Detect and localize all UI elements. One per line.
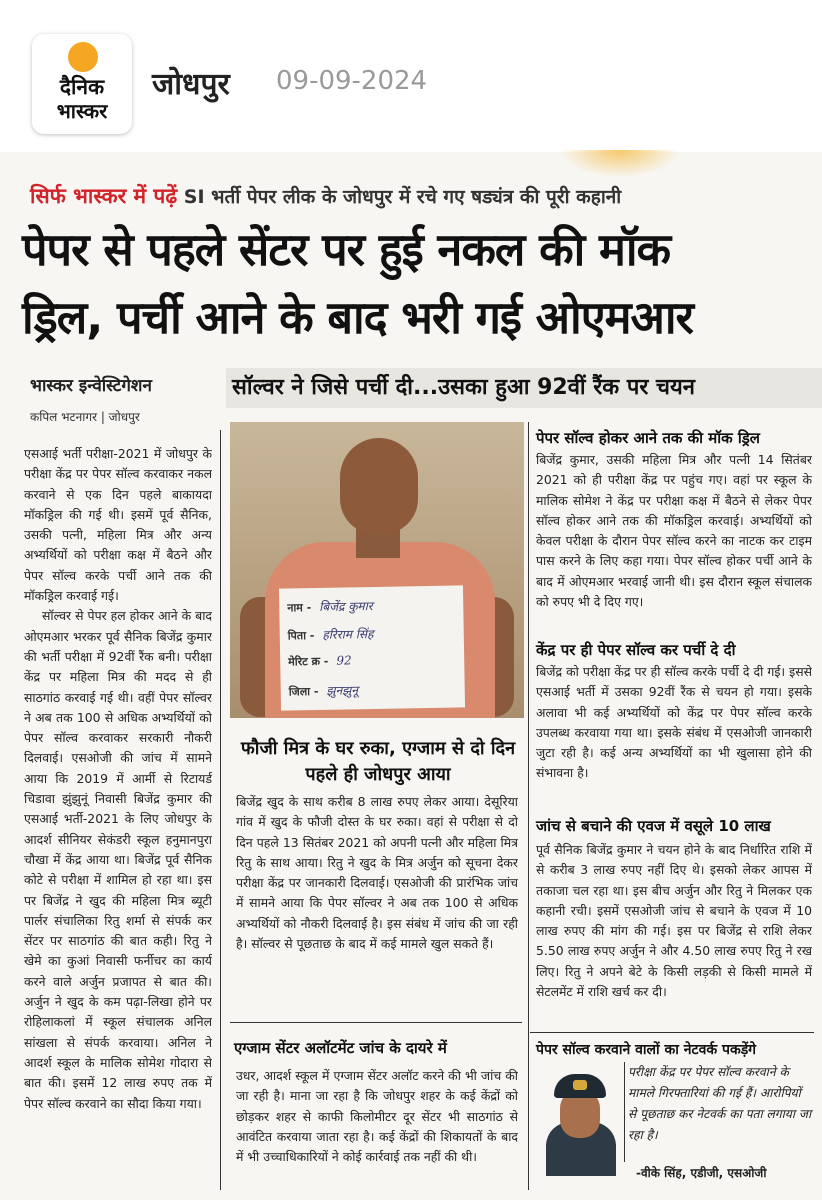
brand-investigation: भास्कर इन्वेस्टिगेशन	[30, 376, 152, 396]
middle-divider	[230, 1022, 522, 1023]
right-divider	[530, 1032, 814, 1033]
right-paragraph-1: बिजेंद्र कुमार, उसकी महिला मित्र और पत्नी 14 सितंबर 2021 को ही परीक्षा केंद्र पर पहुंच गए। वहां पर स्कूल के मालिक सोमेश ने केंद्र पर परीक्षा कक्ष में बैठने से लेकर पेपर सॉल्व होकर आने तक की मॉकड्रिल करवाई। अभ्यर्थियों को केवल परीक्षा के दौरान पेपर सॉल्व करने का नाटक कर टाइम पास करने के लिए कहा गया। पेपर सॉल्व होकर पर्ची आने के बाद में ओएमआर भरवाई जानी थी। इस दौरान स्कूल संचालक को रुपए भी दे दिए गए।	[536, 452, 812, 610]
right-heading-2: केंद्र पर ही पेपर सॉल्व कर पर्ची दे दी	[536, 641, 736, 659]
middle-paragraph-1: बिजेंद्र खुद के साथ करीब 8 लाख रुपए लेकर आया। देसूरिया गांव में खुद के फौजी दोस्त के घर रुका। वहां से परीक्षा से दो दिन पहले 13 सितंबर 2021 को अपनी पत्नी और महिला मित्र रितु के साथ आया। रितु ने खुद के मित्र अर्जुन को सूचना देकर परीक्षा केंद्र पर जानकारी दिलवाई। एसओजी की प्रारंभिक जांच में सामने आया कि पेपर सॉल्वर ने अब तक 100 से अधिक अभ्यर्थियों को नौकरी दिलवाई है। इस संबंध में जांच की जा रही है। सॉल्वर से पूछताछ के बाद में कई मामले खुल सकते हैं।	[236, 794, 518, 952]
kicker-red: सिर्फ भास्कर में पढ़ें	[30, 184, 178, 208]
edition-city: जोधपुर	[152, 67, 230, 102]
right-heading-1: पेपर सॉल्व होकर आने तक की मॉक ड्रिल	[536, 429, 760, 447]
photo-caption-heading: फौजी मित्र के घर रुका, एग्जाम से दो दिन पहले ही जोधपुर आया	[240, 738, 516, 785]
app-header	[0, 0, 822, 150]
subheadline: सॉल्वर ने जिसे पर्ची दी...उसका हुआ 92वीं रैंक पर चयन	[226, 368, 822, 408]
accused-photo	[230, 422, 524, 718]
column-rule-right	[528, 422, 529, 1190]
right-paragraph-2: बिजेंद्र को परीक्षा केंद्र पर ही सॉल्व करके पर्ची दे दी गई। इससे एसआई भर्ती में उसका 92वीं रैंक से चयन हो गया। इसके अलावा भी कई अभ्यर्थियों को केंद्र पर पेपर सॉल्व करके उपलब्ध करवाया गया था। इसके संबंध में एसओजी जानकारी जुटा रही है। कई अन्य अभ्यर्थियों का भी खुलासा होने की संभावना है।	[536, 664, 812, 781]
officer-quote: परीक्षा केंद्र पर पेपर सॉल्व करवाने के मामले गिरफ्तारियां की गई हैं। आरोपियों से पूछताछ कर नेटवर्क का पता लगाया जा रहा है।	[628, 1065, 812, 1142]
middle-column-1	[236, 792, 518, 1012]
middle-column-2	[236, 1066, 518, 1190]
headline-line1: पेपर से पहले सेंटर पर हुई नकल की मॉक	[22, 223, 671, 276]
quote-rule	[624, 1062, 625, 1162]
right-column-1	[536, 450, 812, 632]
dainik-bhaskar-logo[interactable]	[32, 34, 132, 134]
name-placard	[279, 585, 465, 710]
column-rule-left	[220, 430, 221, 1190]
placard-row-father: पिता - हरिराम सिंह	[287, 626, 374, 643]
left-column	[24, 444, 212, 1184]
placard-row-merit: मेरिट क्र - 92	[288, 653, 352, 669]
middle-paragraph-2: उधर, आदर्श स्कूल में एग्जाम सेंटर अलॉट करने की भी जांच की जा रही है। माना जा रहा है कि जोधपुर शहर के कई केंद्रों को छोड़कर शहर से काफी किलोमीटर दूर सेंटर भी साठगांठ से आवंटित करवाया जाता रहा है। कई केंद्रों की शिकायतों के बाद में भी उच्चाधिकारियों ने कोई कार्रवाई तक नहीं की थी।	[236, 1068, 518, 1165]
cap-badge-icon	[573, 1080, 587, 1090]
headline-line2: ड्रिल, पर्ची आने के बाद भरी गई ओएमआर	[22, 291, 693, 344]
right-paragraph-3: पूर्व सैनिक बिजेंद्र कुमार ने चयन होने के बाद निर्धारित राशि में से करीब 3 लाख रुपए नहीं दिए थे। इसको लेकर आपस में तकाजा चल रहा था। इस बीच अर्जुन और रितु ने मिलकर एक कहानी रची। इसमें एसओजी जांच से बचाने के एवज में 10 लाख रुपए की मांग की गई। इस पर बिजेंद्र से राशि लेकर 5.50 लाख रुपए अर्जुन ने और 4.50 लाख रुपए रितु ने रख लिए। रितु ने अपने बेटे के किसी लड़की से किसी मामले में सेटलमेंट में राशि खर्च कर दी।	[536, 842, 812, 1000]
logo-text-line1: दैनिक	[59, 75, 105, 99]
quote-signature: -वीके सिंह, एडीजी, एसओजी	[636, 1166, 767, 1180]
right-column-2	[536, 662, 812, 804]
middle-heading-2: एग्जाम सेंटर अलॉटमेंट जांच के दायरे में	[234, 1039, 447, 1057]
right-column-3	[536, 840, 812, 1022]
right-heading-3: जांच से बचाने की एवज में वसूले 10 लाख	[536, 817, 771, 835]
placard-row-district: जिला - झुनझुनू	[288, 683, 359, 699]
left-paragraph-1: एसआई भर्ती परीक्षा-2021 में जोधपुर के परीक्षा केंद्र पर पेपर सॉल्व करवाकर नकल करवाने से एक दिन पहले बाकायदा मॉकड्रिल की गई थी। इसमें पूर्व सैनिक, उसकी पत्नी, महिला मित्र और अन्य अभ्यर्थियों को परीक्षा कक्ष में बैठने और पेपर सॉल्व करके पर्ची आने तक की मॉकड्रिल करवाई गई।	[24, 446, 212, 604]
sun-rays-decoration	[560, 150, 680, 178]
kicker-line	[30, 182, 810, 214]
logo-text-line2: भास्कर	[56, 99, 108, 123]
kicker-text: SI भर्ती पेपर लीक के जोधपुर में रचे गए षड्यंत्र की पूरी कहानी	[183, 186, 622, 208]
sun-icon	[68, 42, 98, 72]
edition-date: 09-09-2024	[276, 66, 428, 96]
officer-photo	[540, 1066, 620, 1176]
byline: कपिल भटनागर | जोधपुर	[30, 410, 140, 424]
photo-head	[340, 438, 418, 534]
placard-row-name: नाम - बिजेंद्र कुमार	[287, 598, 373, 615]
left-paragraph-2: सॉल्वर से पेपर हल होकर आने के बाद ओएमआर भरकर पूर्व सैनिक बिजेंद्र कुमार की भर्ती परीक्षा में 92वीं रैंक बनी। परीक्षा केंद्र पर महिला मित्र की मदद से ही साठगांठ करवाई गई थी। वहीं पेपर सॉल्वर ने अब तक 100 से अधिक अभ्यर्थियों को पेपर सॉल्व करवाकर सरकारी नौकरी दिलवाई। एसओजी की जांच में सामने आया कि 2019 में आर्मी से रिटायर्ड चिडावा झुंझुनूं निवासी बिजेंद्र कुमार की एसआई भर्ती-2021 के लिए जोधपुर के आदर्श सीनियर सेकंडरी स्कूल हनुमानपुरा चौखा में केंद्र आया था। बिजेंद्र पूर्व सैनिक कोटे से परीक्षा में शामिल हो रहा था। इस पर बिजेंद्र ने खुद की महिला मित्र ब्यूटी पार्लर संचालिका रितु शर्मा से संपर्क कर सेंटर पर साठगांठ की बात कही। रितु ने खेमे का कुआं निवासी फर्नीचर का कार्य करने वाले अर्जुन प्रजापत से बात की। अर्जुन ने खुद के कम पढ़ा-लिखा होने पर रोहिलाकलां में स्कूल संचालक अनिल सांखला से संपर्क करवाया। अनिल ने आदर्श स्कूल के मालिक सोमेश गोदारा से बात की। इसमें 12 लाख रुपए तक में पेपर सॉल्व करवाने का सौदा किया गया।	[24, 608, 212, 1111]
bottom-strip	[0, 1190, 822, 1200]
right-heading-4: पेपर सॉल्व करवाने वालों का नेटवर्क पकड़ेंगे	[536, 1042, 757, 1058]
